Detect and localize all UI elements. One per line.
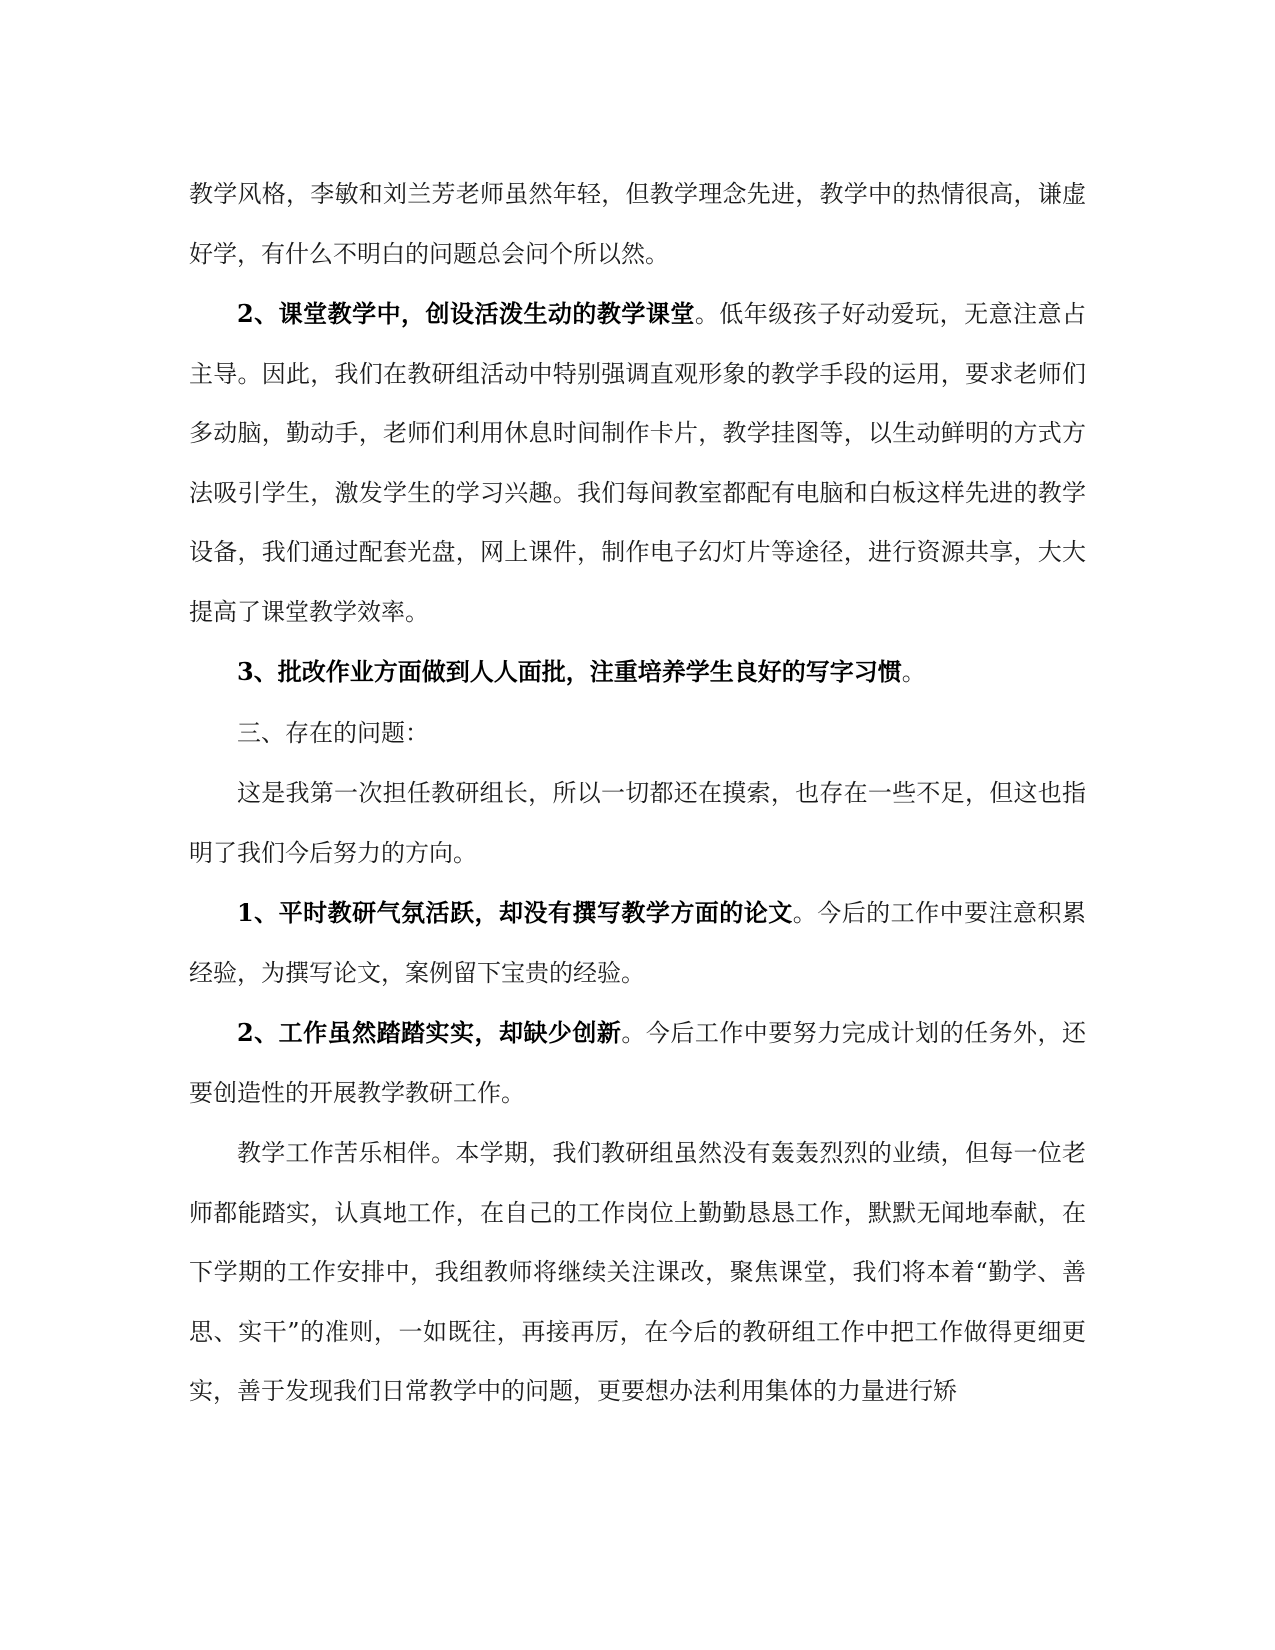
paragraph-text: 。 [901, 658, 926, 686]
paragraph-homework-correction [189, 642, 1086, 703]
paragraph-bold-text: 2、工作虽然踏踏实实，却缺少创新 [237, 1018, 622, 1047]
paragraph-bold-text: 1、平时教研气氛活跃，却没有撰写教学方面的论文 [237, 898, 793, 927]
paragraph-text: 教学风格，李敏和刘兰芳老师虽然年轻，但教学理念先进，教学中的热情很高，谦虚好学，有什么不明白的问题总会问个所以然。 [189, 180, 1086, 268]
paragraph-bold-text: 3、批改作业方面做到人人面批，注重培养学生良好的写字习惯 [237, 657, 902, 686]
paragraph-text: 。今后工作中要努力完成计划的任务外，还要创造性的开展教学教研工作。 [189, 1019, 1087, 1107]
paragraph-conclusion [189, 1123, 1086, 1422]
section-heading-problems [189, 703, 1086, 764]
document-body [189, 164, 1086, 1422]
paragraph-classroom-teaching [189, 284, 1086, 642]
paragraph-text: 这是我第一次担任教研组长，所以一切都还在摸索，也存在一些不足，但这也指明了我们今后努力的方向。 [189, 779, 1086, 867]
paragraph-first-time-leader [189, 763, 1086, 883]
paragraph-text: 教学工作苦乐相伴。本学期，我们教研组虽然没有轰轰烈烈的业绩，但每一位老师都能踏实，认真地工作，在自己的工作岗位上勤勤恳恳工作，默默无闻地奉献，在下学期的工作安排中，我组教师将继续关注课改，聚焦课堂，我们将本着“勤学、善思、实干”的准则，一如既往，再接再厉，在今后的教研组工作中把工作做得更细更实，善于发现我们日常教学中的问题，更要想办法利用集体的力量进行矫 [189, 1139, 1086, 1405]
paragraph-text: 三、存在的问题： [237, 718, 429, 747]
paragraph-text: 。低年级孩子好动爱玩，无意注意占主导。因此，我们在教研组活动中特别强调直观形象的教学手段的运用，要求老师们多动脑，勤动手，老师们利用休息时间制作卡片，教学挂图等，以生动鲜明的方式方法吸引学生，激发学生的学习兴趣。我们每间教室都配有电脑和白板这样先进的教学设备，我们通过配套光盘，网上课件，制作电子幻灯片等途径，进行资源共享，大大提高了课堂教学效率。 [189, 300, 1087, 626]
paragraph-bold-text: 2、课堂教学中，创设活泼生动的教学课堂 [237, 299, 695, 328]
paragraph-teaching-style [189, 164, 1086, 284]
paragraph-problem-papers [189, 883, 1086, 1003]
paragraph-problem-innovation [189, 1003, 1086, 1123]
paragraph-text: 。今后的工作中要注意积累经验，为撰写论文，案例留下宝贵的经验。 [189, 899, 1087, 987]
